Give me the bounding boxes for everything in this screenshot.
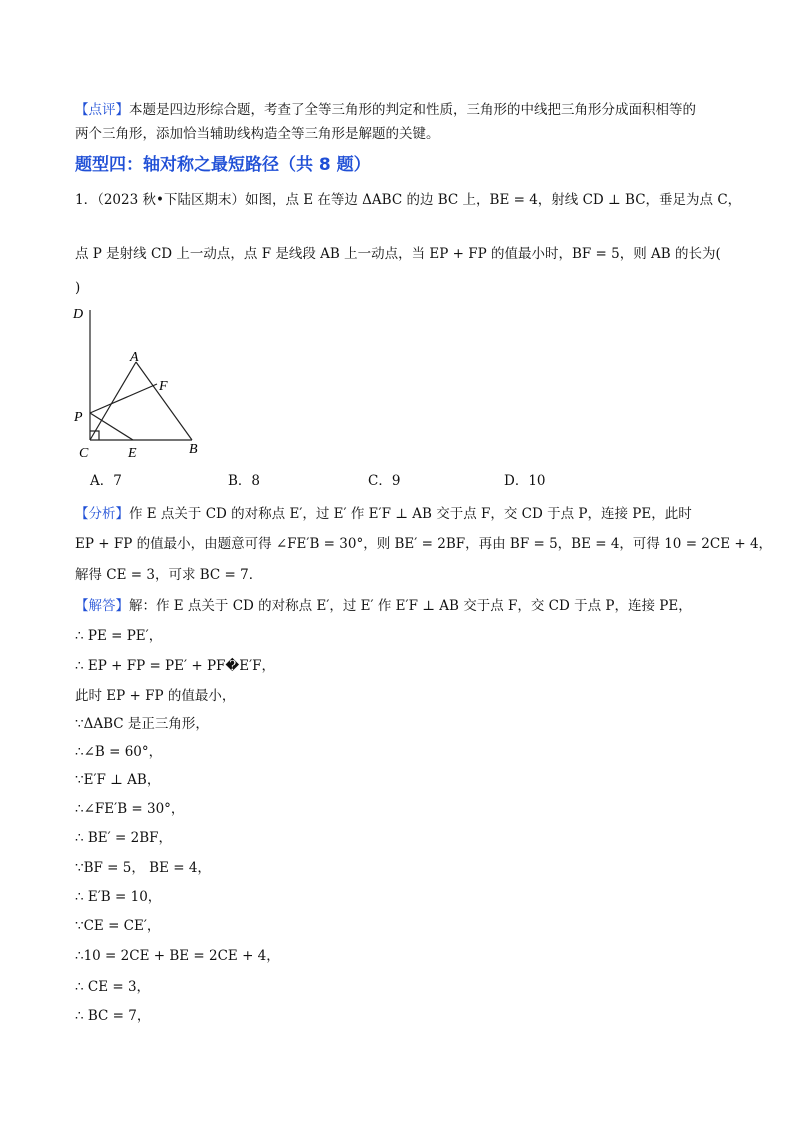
question-line-3: ) xyxy=(75,280,81,296)
solution-step: ∴ BC = 7， xyxy=(75,1008,151,1024)
solution-step: ∵ΔABC 是正三角形， xyxy=(75,716,209,732)
solution-step: ∴∠FE′B = 30°， xyxy=(75,801,185,817)
solution-step: ∴ E′B = 10， xyxy=(75,889,162,905)
solution-intro: 【解答】解：作 E 点关于 CD 的对称点 E′，过 E′ 作 E′F ⊥ AB 交于点 F，交 CD 于点 P，连接 PE， xyxy=(75,598,692,614)
solution-step: ∴ PE = PE′， xyxy=(75,628,163,644)
label-e: E xyxy=(128,446,137,461)
comment-tag: 【点评】 xyxy=(75,102,129,118)
geometry-figure xyxy=(65,300,215,465)
question-line-1: 1．（2023 秋•下陆区期末）如图，点 E 在等边 ΔABC 的边 BC 上，BE = 4，射线 CD ⊥ BC，垂足为点 C， xyxy=(75,192,742,208)
solution-step: ∴ CE = 3， xyxy=(75,979,151,995)
analysis-line-3: 解得 CE = 3，可求 BC = 7． xyxy=(75,567,263,583)
question-line-2: 点 P 是射线 CD 上一动点，点 F 是线段 AB 上一动点，当 EP + FP 的值最小时，BF = 5，则 AB 的长为( xyxy=(75,246,721,262)
option-d[interactable]: D．10 xyxy=(504,473,546,489)
solution-step: ∴10 = 2CE + BE = 2CE + 4， xyxy=(75,948,280,964)
analysis-line-1: 【分析】作 E 点关于 CD 的对称点 E′，过 E′ 作 E′F ⊥ AB 交于点 F，交 CD 于点 P，连接 PE，此时 xyxy=(75,506,692,522)
option-c[interactable]: C．9 xyxy=(368,473,401,489)
label-d: D xyxy=(73,307,84,322)
segment-pe xyxy=(90,413,133,440)
solution-step: ∴ EP + FP = PE′ + PF�E′F， xyxy=(75,658,276,674)
analysis-tag: 【分析】 xyxy=(75,506,129,522)
label-f: F xyxy=(159,379,168,394)
analysis-line-2: EP + FP 的值最小，由题意可得 ∠FE′B = 30°，则 BE′ = 2BF，再由 BF = 5，BE = 4，可得 10 = 2CE + 4， xyxy=(75,536,773,552)
label-a: A xyxy=(130,350,139,365)
segment-ac xyxy=(90,362,136,440)
solution-step: ∵CE = CE′， xyxy=(75,918,161,934)
solution-step: ∴∠B = 60°， xyxy=(75,744,163,760)
option-a[interactable]: A．7 xyxy=(90,473,122,489)
label-b: B xyxy=(189,442,198,457)
solution-step: 此时 EP + FP 的值最小， xyxy=(75,688,236,704)
segment-pf xyxy=(90,384,157,413)
segment-ab xyxy=(136,362,192,440)
section-title: 题型四：轴对称之最短路径（共 8 题） xyxy=(75,155,371,175)
solution-step: ∵BF = 5， BE = 4， xyxy=(75,860,211,876)
solution-step: ∴ BE′ = 2BF， xyxy=(75,830,172,846)
label-p: P xyxy=(74,410,83,425)
comment-line-2: 两个三角形，添加恰当辅助线构造全等三角形是解题的关键。 xyxy=(75,126,440,142)
comment-line-1 xyxy=(75,98,696,118)
option-b[interactable]: B．8 xyxy=(228,473,261,489)
solution-step: ∵E′F ⊥ AB， xyxy=(75,772,161,788)
label-c: C xyxy=(79,446,89,461)
comment-text-1: 本题是四边形综合题，考查了全等三角形的判定和性质，三角形的中线把三角形分成面积相等的 xyxy=(129,102,696,118)
solution-tag: 【解答】 xyxy=(75,598,129,614)
